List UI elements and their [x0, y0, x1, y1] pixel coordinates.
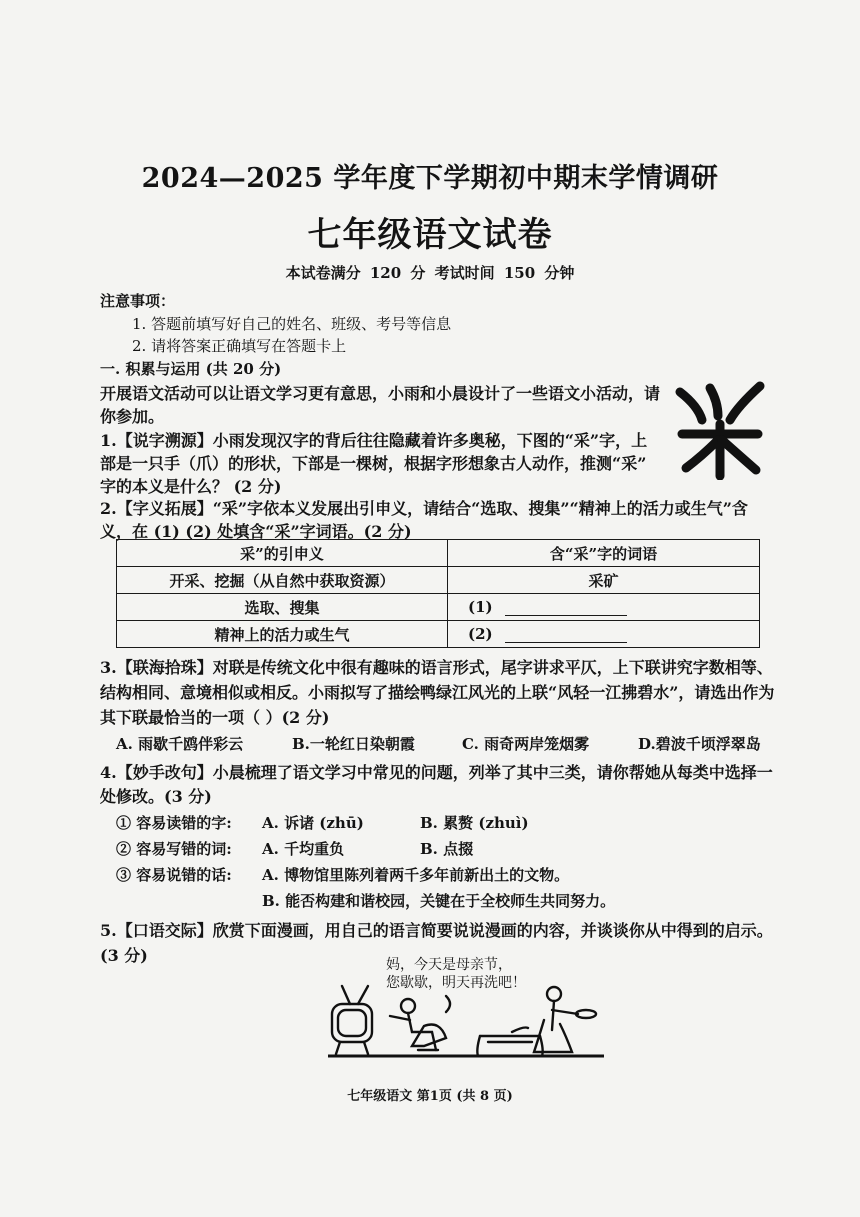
subject-title: 七年级语文试卷 — [307, 215, 553, 255]
answer-blank-2[interactable] — [505, 628, 627, 643]
table-header-row — [117, 540, 760, 567]
table-header-meaning: 采”的引申义 — [117, 540, 448, 567]
q3-option-d: D.碧波千顷浮翠岛 — [638, 735, 761, 753]
extended-meaning-table — [116, 539, 760, 648]
notice-heading: 注意事项： — [100, 292, 176, 310]
section-intro-line1: 开展语文活动可以让语文学习更有意思，小雨和小晨设计了一些语文小活动，请 — [100, 384, 661, 403]
q4-group1-a: A. 诉诸 (zhū) — [262, 814, 364, 832]
section-heading: 一. 积累与运用 (共 20 分) — [100, 360, 282, 378]
page-footer: 七年级语文 第1页 (共 8 页) — [347, 1089, 513, 1104]
notice-item-1: 1. 答题前填写好自己的姓名、班级、考号等信息 — [132, 315, 452, 333]
cartoon-caption-line2: 您歇歇，明天再洗吧！ — [386, 975, 526, 991]
table-cell-blank — [448, 621, 760, 648]
cartoon-illustration — [328, 980, 608, 1060]
blank-label-1: (1) — [468, 598, 493, 616]
q4-group2-a: A. 千均重负 — [262, 840, 345, 858]
exam-title: 2024—2025 学年度下学期初中期末学情调研 — [141, 163, 719, 194]
table-cell-blank — [448, 594, 760, 621]
q4-group2-label: ② 容易写错的词: — [116, 840, 232, 858]
table-row — [117, 567, 760, 594]
notice-item-2: 2. 请将答案正确填写在答题卡上 — [132, 337, 347, 355]
q3-option-a: A. 雨歇千鸥伴彩云 — [116, 735, 244, 753]
q4-group2-b: B. 点掇 — [420, 840, 474, 858]
q3-line2: 结构相同、意境相似或相反。小雨拟写了描绘鸭绿江风光的上联“风轻一江拂碧水”，请选出作为 — [100, 683, 775, 702]
q4-group1-label: ① 容易读错的字: — [116, 814, 232, 832]
table-cell-meaning: 精神上的活力或生气 — [117, 621, 448, 648]
q1-line3: 字的本义是什么？ (2 分) — [100, 477, 282, 496]
q3-line1: 3.【联海拾珠】对联是传统文化中很有趣味的语言形式，尾字讲求平仄，上下联讲究字数相等、 — [100, 658, 773, 677]
exam-info: 本试卷满分 120 分 考试时间 150 分钟 — [285, 264, 575, 282]
q4-line2: 处修改。(3 分) — [100, 787, 212, 806]
section-intro-line2: 你参加。 — [100, 407, 165, 426]
q3-option-c: C. 雨奇两岸笼烟雾 — [462, 735, 590, 753]
answer-blank-1[interactable] — [505, 601, 627, 616]
cartoon-caption-line1: 妈，今天是母亲节， — [386, 957, 512, 973]
q2-line1: 2.【字义拓展】“采”字依本义发展出引申义，请结合“选取、搜集”“精神上的活力或生气”含 — [100, 499, 748, 518]
table-cell-word: 采矿 — [448, 567, 760, 594]
table-header-words: 含“采”字的词语 — [448, 540, 760, 567]
ancient-cai-character-image — [668, 380, 772, 480]
blank-label-2: (2) — [468, 625, 493, 643]
q4-group3-b: B. 能否构建和谐校园，关键在于全校师生共同努力。 — [262, 892, 616, 910]
q5-line1: 5.【口语交际】欣赏下面漫画，用自己的语言简要说说漫画的内容，并谈谈你从中得到的启示。 — [100, 921, 773, 940]
q5-line2: (3 分) — [100, 946, 148, 965]
q4-group3-a: A. 博物馆里陈列着两千多年前新出土的文物。 — [262, 866, 570, 884]
table-row — [117, 594, 760, 621]
q2-line2: 义，在 (1) (2) 处填含“采”字词语。(2 分) — [100, 522, 412, 541]
table-row — [117, 621, 760, 648]
q4-line1: 4.【妙手改句】小晨梳理了语文学习中常见的问题，列举了其中三类，请你帮她从每类中选择一 — [100, 763, 773, 782]
table-cell-meaning: 开采、挖掘（从自然中获取资源） — [117, 567, 448, 594]
q3-line3: 其下联最恰当的一项（ ）(2 分) — [100, 708, 330, 727]
q4-group1-b: B. 累赘 (zhuì) — [420, 814, 529, 832]
q1-line2: 部是一只手（爪）的形状，下部是一棵树，根据字形想象古人动作，推测“采” — [100, 454, 647, 473]
table-cell-meaning: 选取、搜集 — [117, 594, 448, 621]
q4-group3-label: ③ 容易说错的话: — [116, 866, 232, 884]
q1-line1: 1.【说字溯源】小雨发现汉字的背后往往隐藏着许多奥秘，下图的“采”字，上 — [100, 431, 648, 450]
q3-option-b: B.一轮红日染朝霞 — [292, 735, 415, 753]
